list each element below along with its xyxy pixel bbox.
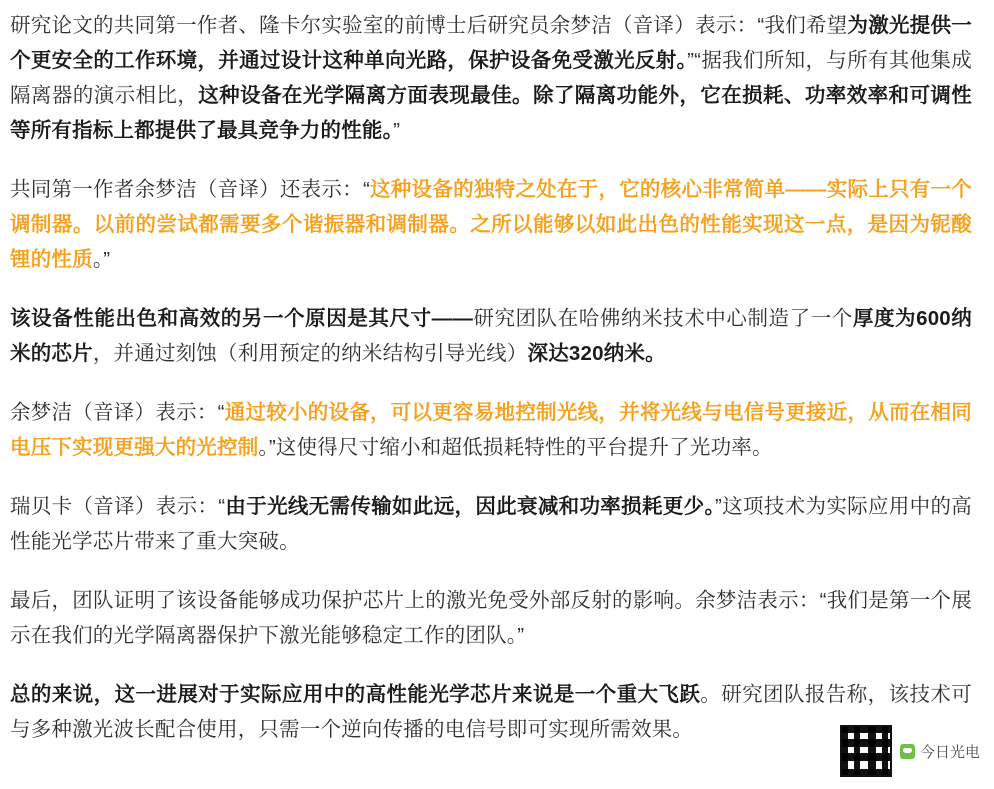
text-run-bold: 由于光线无需传输如此远，因此衰减和功率损耗更少。 — [225, 495, 716, 518]
text-run: 瑞贝卡（音译）表示：“ — [10, 495, 226, 518]
paragraph-5 — [10, 489, 972, 559]
wechat-icon — [900, 744, 915, 759]
text-run: 最后，团队证明了该设备能够成功保护芯片上的激光免受外部反射的影响。余梦洁表示：“我们是第一个展示在我们的光学隔离器保护下激光能够稳定工作的团队。” — [10, 589, 972, 647]
paragraph-1 — [10, 8, 972, 148]
paragraph-2 — [10, 172, 972, 277]
text-run: 研究团队在哈佛纳米技术中心制造了一个 — [473, 307, 853, 330]
account-label-row — [900, 741, 980, 762]
paragraph-7 — [10, 677, 972, 747]
text-run-bold: 厚度为600纳米的芯片 — [10, 307, 972, 365]
text-run-bold: 这种设备在光学隔离方面表现最佳。除了隔离功能外，它在损耗、功率效率和可调性等所有指标上都提供了最具竞争力的性能。 — [10, 84, 972, 142]
text-run-bold: 该设备性能出色和高效的另一个原因是其尺寸—— — [10, 307, 474, 330]
text-run: 余梦洁（音译）表示：“ — [10, 401, 225, 424]
paragraph-4 — [10, 395, 972, 465]
text-run: 共同第一作者余梦洁（音译）还表示：“ — [10, 178, 370, 201]
text-run-highlight: 这种设备的独特之处在于，它的核心非常简单——实际上只有一个调制器。以前的尝试都需要多个谐振器和调制器。之所以能够以如此出色的性能实现这一点，是因为铌酸锂的性质 — [10, 178, 972, 271]
text-run: ”“据我们所知，与所有其他集成隔离器的演示相比， — [10, 49, 972, 107]
text-run: 。”这使得尺寸缩小和超低损耗特性的平台提升了光功率。 — [258, 436, 773, 459]
text-run: ”这项技术为实际应用中的高性能光学芯片带来了重大突破。 — [10, 495, 972, 553]
account-name: 今日光电 — [919, 743, 980, 761]
qr-code-icon[interactable] — [840, 725, 892, 777]
text-run: 研究论文的共同第一作者、隆卡尔实验室的前博士后研究员余梦洁（音译）表示：“我们希望 — [10, 14, 848, 37]
text-run-highlight: 通过较小的设备，可以更容易地控制光线，并将光线与电信号更接近，从而在相同电压下实现更强大的光控制 — [10, 401, 973, 459]
text-run: 。研究团队报告称，该技术可与多种激光波长配合使用，只需一个逆向传播的电信号即可实现所需效果。 — [10, 683, 972, 741]
paragraph-3 — [10, 301, 972, 371]
text-run-bold: 为激光提供一个更安全的工作环境，并通过设计这种单向光路，保护设备免受激光反射。 — [10, 14, 973, 72]
text-run-bold: 总的来说，这一进展对于实际应用中的高性能光学芯片来说是一个重大飞跃 — [10, 683, 701, 706]
text-run: ” — [393, 119, 401, 142]
text-run-bold: 深达320纳米。 — [527, 342, 666, 365]
text-run: ，并通过刻蚀（利用预定的纳米结构引导光线） — [92, 342, 528, 365]
account-badge[interactable] — [840, 725, 980, 777]
text-run: 。” — [92, 248, 111, 271]
paragraph-6 — [10, 583, 972, 653]
